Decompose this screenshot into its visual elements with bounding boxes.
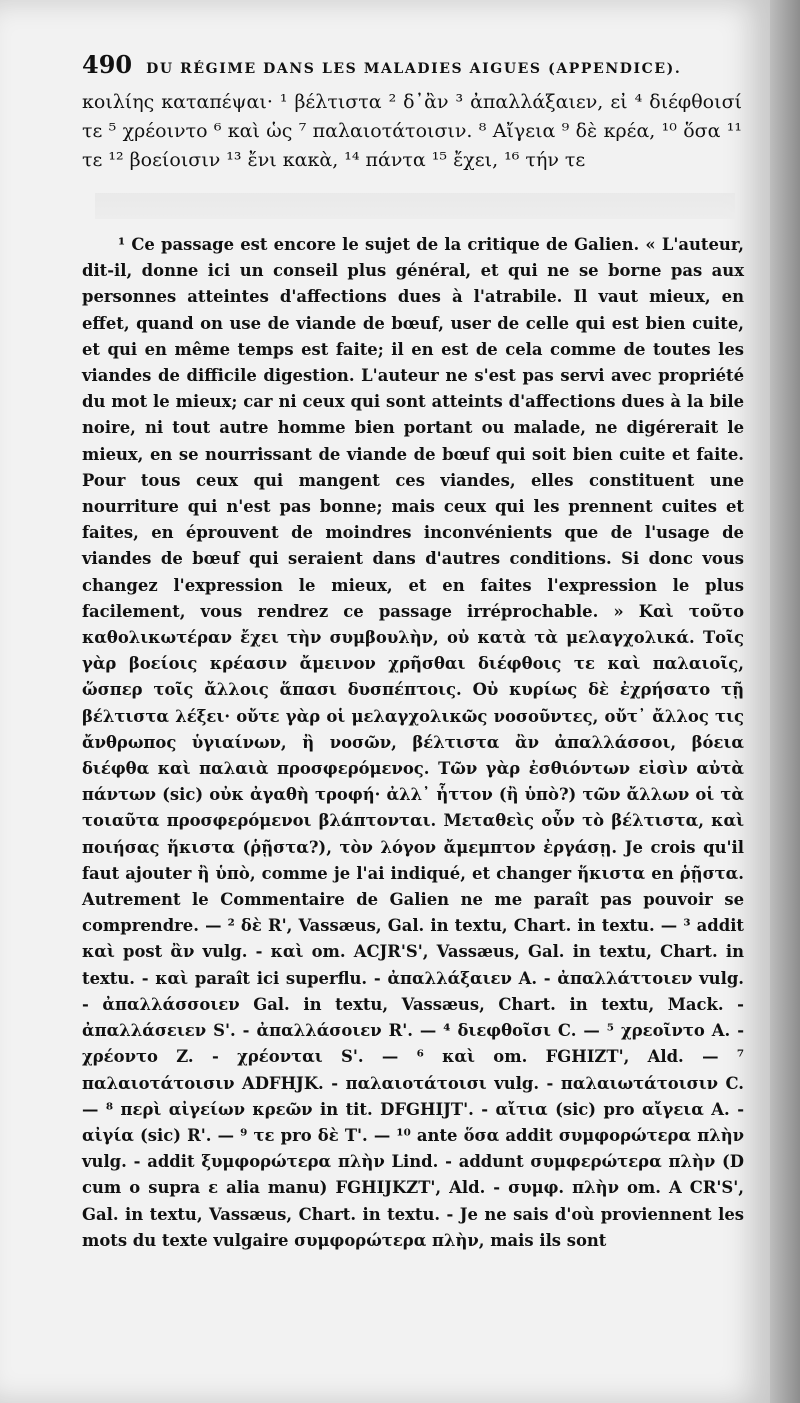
footnote-text: ¹ Ce passage est encore le sujet de la critique de Galien. « L'auteur, dit-il, donne ici un conseil plus général, et qui ne se borne pas aux personnes atteintes d'affections dues à l'atrabile. Il vaut mieux, en effet, quand on use de viande de bœuf, user de celle qui est bien cuite, et qui en même temps est faite; il en est de cela comme de toutes les viandes de difficile digestion. L'auteur ne s'est pas servi avec propriété du mot le mieux; car ni ceux qui sont atteints d'affections dues à la bile noire, ni tout autre homme bien portant ou malade, ne digérerait le mieux, en se nourrissant de viande de bœuf qui soit bien cuite et faite. Pour tous ceux qui mangent ces viandes, elles constituent une nourriture qui n'est pas bonne; mais ceux qui les prennent cuites et faites, en éprouvent de moindres inconvénients que de l'usage de viandes de bœuf qui seraient dans d'autres conditions. Si donc vous changez l'expression le mieux, et en faites l'expression le plus facilement, vous rendrez ce passage irréprochable. » Καὶ τοῦτο καθολικωτέραν ἔχει τὴν συμβουλὴν, οὐ κατὰ τὰ μελαγχολικά. Τοῖς γὰρ βοείοις κρέασιν ἄμεινον χρῆσθαι διέφθοις τε καὶ παλαιοῖς, ὥσπερ τοῖς ἄλλοις ἅπασι δυσπέπτοις. Οὐ κυρίως δὲ ἐχρήσατο τῇ βέλτιστα λέξει· οὔτε γὰρ οἱ μελαγχολικῶς νοσοῦντες, οὔτ᾽ ἄλλος τις ἄνθρωπος ὑγιαίνων, ἢ νοσῶν, βέλτιστα ἂν ἀπαλλάσσοι, βόεια διέφθα καὶ παλαιὰ προσφερόμενος. Τῶν γὰρ ἐσθιόντων εἰσὶν αὐτὰ πάντων (sic) οὐκ ἀγαθὴ τροφή· ἀλλ᾽ ἧττον (ἢ ὑπὸ?) τῶν ἄλλων οἱ τὰ τοιαῦτα προσφερόμενοι βλάπτονται. Μεταθεὶς οὖν τὸ βέλτιστα, καὶ ποιήσας ἥκιστα (ῥῇστα?), τὸν λόγον ἄμεμπτον ἐργάσῃ. Je crois qu'il faut ajouter ἢ ὑπὸ, comme je l'ai indiqué, et changer ἥκιστα en ῥῇστα. Autrement le Commentaire de Galien ne me paraît pas pouvoir se comprendre. — ² δὲ R', Vassæus, Gal. in textu, Chart. in textu. — ³ addit καὶ post ἂν vulg. - καὶ om. ACJR'S', Vassæus, Gal. in textu, Chart. in textu. - καὶ paraît ici superflu. - ἀπαλλάξαιεν A. - ἀπαλλάττοιεν vulg. - ἀπαλλάσσοιεν Gal. in textu, Vassæus, Chart. in textu, Mack. - ἀπαλλάσειεν S'. - ἀπαλλάσοιεν R'. — ⁴ διεφθοῖσι C. — ⁵ χρεοῖντο A. - χρέοντο Z. - χρέονται S'. — ⁶ καὶ om. FGHIZT', Ald. — ⁷ παλαιοτάτοισιν ADFHJK. - παλαιοτάτοισι vulg. - παλαιωτάτοισιν C. — ⁸ περὶ αἰγείων κρεῶν in tit. DFGHIJT'. - αἴτια (sic) pro αἴγεια A. - αἰγία (sic) R'. — ⁹ τε pro δὲ T'. — ¹⁰ ante ὅσα addit συμφορώτερα πλὴν vulg. - addit ξυμφορώτερα πλὴν Lind. - addunt συμφερώτερα πλὴν (D cum ο supra ε alia manu) FGHIJKZT', Ald. - συμφ. πλὴν om. A CR'S', Gal. in textu, Vassæus, Chart. in textu. - Je ne sais d'où proviennent les mots du texte vulgaire συμφορώτερα πλὴν, mais ils sont bbox=[82, 235, 744, 1250]
running-title: DU RÉGIME DANS LES MALADIES AIGUES (APPENDICE). bbox=[146, 61, 682, 77]
page-header bbox=[82, 50, 722, 79]
show-through-text bbox=[95, 193, 735, 219]
page-edge-shadow bbox=[770, 0, 800, 1403]
greek-main-text: κοιλίης καταπέψαι· ¹ βέλτιστα ² δ᾽ἂν ³ ἀπαλλάξαιεν, εἰ ⁴ διέφθοισί τε ⁵ χρέοιντο ⁶ καὶ ὡς ⁷ παλαιοτάτοισιν. ⁸ Αἴγεια ⁹ δὲ κρέα, ¹⁰ ὅσα ¹¹ τε ¹² βοείοισιν ¹³ ἔνι κακὰ, ¹⁴ πάντα ¹⁵ ἔχει, ¹⁶ τήν τε bbox=[82, 91, 742, 171]
footnotes bbox=[82, 232, 744, 1254]
page-number: 490 bbox=[82, 50, 133, 79]
